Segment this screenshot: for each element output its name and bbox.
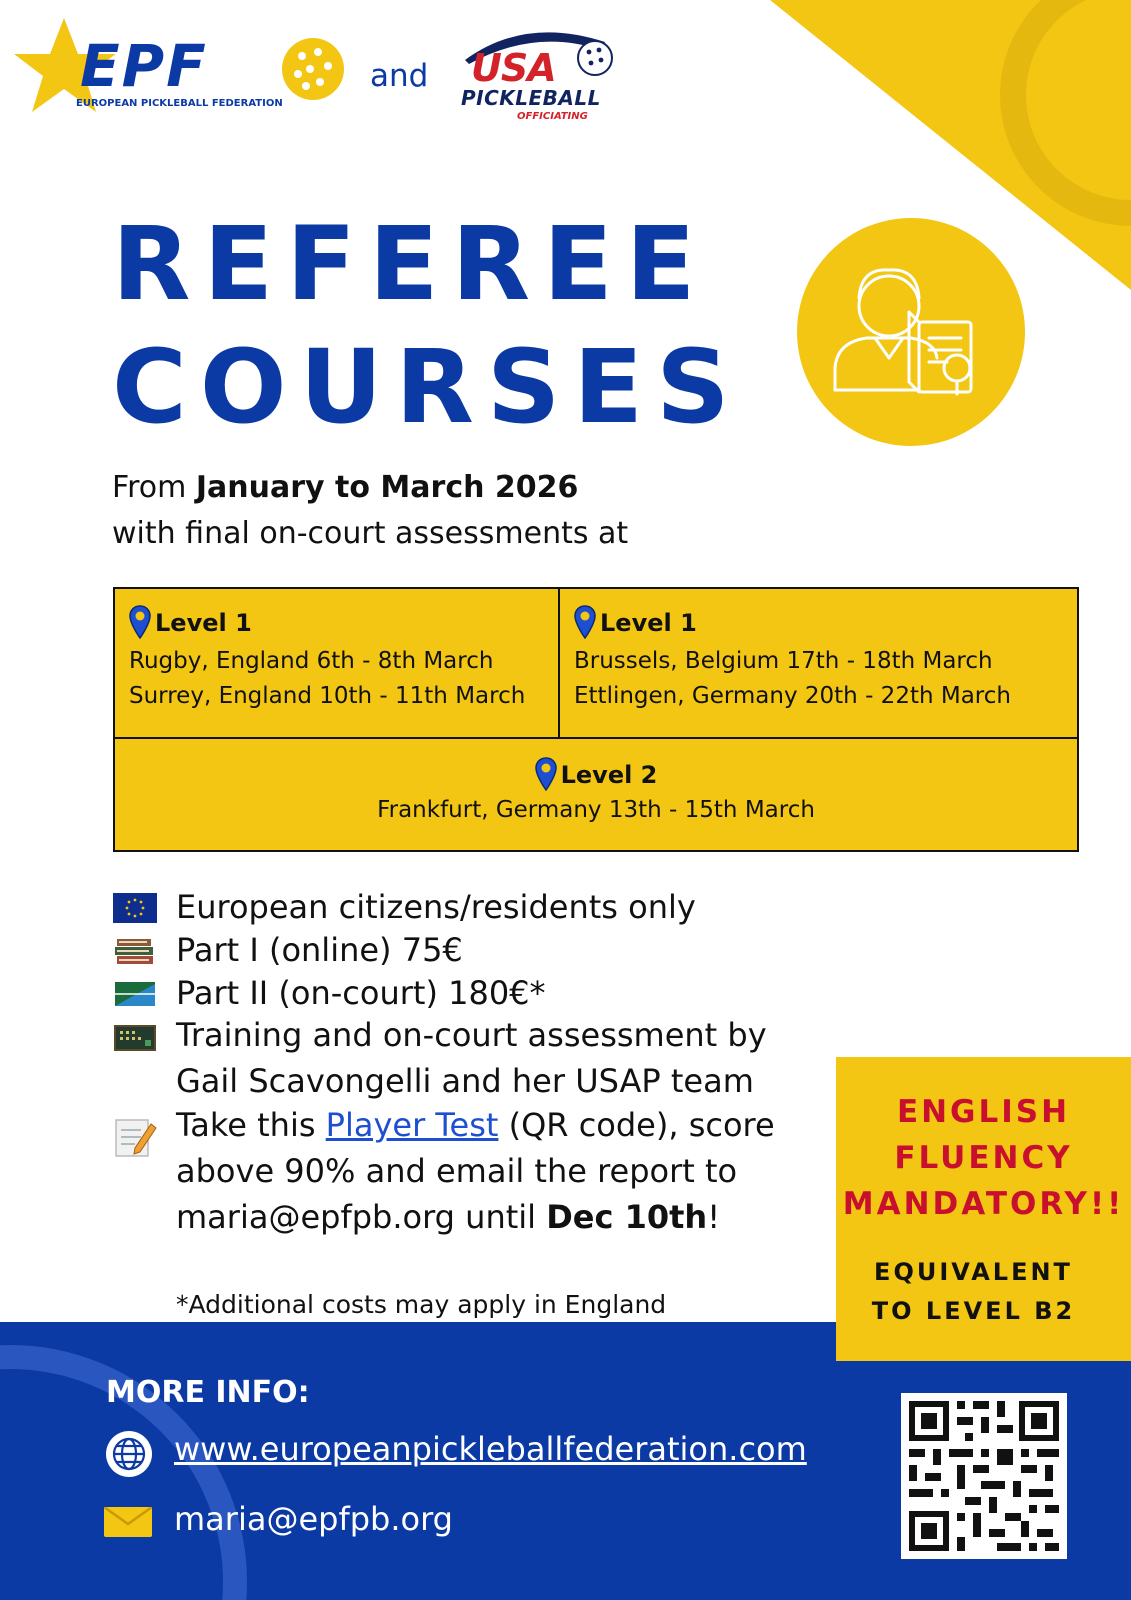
more-info-heading: MORE INFO: xyxy=(106,1375,310,1410)
level-heading xyxy=(574,605,697,639)
referee-illustration xyxy=(797,218,1025,446)
fluency-line-5: TO LEVEL B2 xyxy=(871,1297,1076,1325)
usap-logo-pickleball: PICKLEBALL xyxy=(461,86,601,110)
location-entry: Rugby, England 6th - 8th March xyxy=(129,648,494,674)
level-label: Level 1 xyxy=(600,609,697,637)
test-deadline: Dec 10th xyxy=(546,1198,708,1236)
location-cell-level1-england xyxy=(115,589,560,739)
eu-flag-icon xyxy=(113,893,157,923)
fluency-line-4: EQUIVALENT xyxy=(874,1258,1073,1286)
cost-footnote: *Additional costs may apply in England xyxy=(176,1290,667,1319)
date-range-line xyxy=(112,470,578,505)
training-text-line2: Gail Scavongelli and her USAP team xyxy=(176,1062,754,1100)
training-board-icon xyxy=(113,1022,157,1054)
eligibility-text: European citizens/residents only xyxy=(176,888,696,926)
date-range: January to March 2026 xyxy=(195,470,579,505)
epf-logo xyxy=(14,14,354,114)
usap-logo-usa: USA xyxy=(471,46,556,90)
envelope-icon xyxy=(104,1507,152,1537)
qr-code[interactable] xyxy=(901,1393,1067,1559)
website-link[interactable]: www.europeanpickleballfederation.com xyxy=(174,1430,807,1468)
location-cell-level1-continent xyxy=(560,589,1077,739)
globe-icon xyxy=(104,1429,154,1479)
epf-logo-subtitle: EUROPEAN PICKLEBALL FEDERATION xyxy=(76,98,283,109)
location-pin-icon xyxy=(574,605,596,639)
test-text-line3 xyxy=(176,1194,720,1240)
fluency-line-3: MANDATORY!! xyxy=(842,1186,1125,1222)
and-connector: and xyxy=(370,58,429,94)
location-pin-icon xyxy=(129,605,151,639)
level-heading xyxy=(129,605,252,639)
title-line-1: REFEREE xyxy=(112,205,709,324)
date-prefix: From xyxy=(112,470,196,505)
level-heading xyxy=(115,757,1077,791)
usap-logo xyxy=(455,20,625,125)
level-label: Level 2 xyxy=(560,761,658,789)
assessment-line: with final on-court assessments at xyxy=(112,516,629,551)
location-entry: Ettlingen, Germany 20th - 22th March xyxy=(574,683,1011,709)
test-text-line1 xyxy=(176,1102,775,1148)
pickleball-icon xyxy=(280,36,346,102)
books-icon xyxy=(113,935,157,967)
test-text-email: maria@epfpb.org until xyxy=(176,1198,547,1236)
fluency-line-1: ENGLISH xyxy=(896,1094,1071,1130)
epf-logo-letters: EPF xyxy=(80,32,208,100)
memo-pencil-icon xyxy=(113,1116,157,1160)
location-entry: Surrey, England 10th - 11th March xyxy=(129,683,526,709)
test-text-prefix: Take this xyxy=(176,1106,326,1144)
qr-code-icon xyxy=(901,1393,1067,1559)
fluency-line-2: FLUENCY xyxy=(894,1140,1073,1176)
part1-text: Part I (online) 75€ xyxy=(176,931,463,969)
email-link[interactable]: maria@epfpb.org xyxy=(174,1500,453,1538)
location-entry: Brussels, Belgium 17th - 18th March xyxy=(574,648,993,674)
english-fluency-box xyxy=(836,1057,1131,1361)
title-line-2: COURSES xyxy=(112,328,743,447)
referee-icon xyxy=(797,218,1025,446)
usap-logo-officiating: OFFICIATING xyxy=(517,111,588,122)
player-test-link[interactable]: Player Test xyxy=(325,1106,499,1144)
level-label: Level 1 xyxy=(155,609,252,637)
locations-table xyxy=(113,587,1079,852)
location-pin-icon xyxy=(535,757,557,791)
location-cell-level2 xyxy=(115,739,1077,850)
part2-text: Part II (on-court) 180€* xyxy=(176,974,546,1012)
test-text-exclaim: ! xyxy=(707,1198,721,1236)
test-text-line2: above 90% and email the report to xyxy=(176,1152,738,1190)
training-text-line1: Training and on-court assessment by xyxy=(176,1016,767,1054)
location-entry: Frankfurt, Germany 13th - 15th March xyxy=(377,797,815,823)
test-text-suffix: (QR code), score xyxy=(498,1106,775,1144)
court-icon xyxy=(113,978,157,1010)
